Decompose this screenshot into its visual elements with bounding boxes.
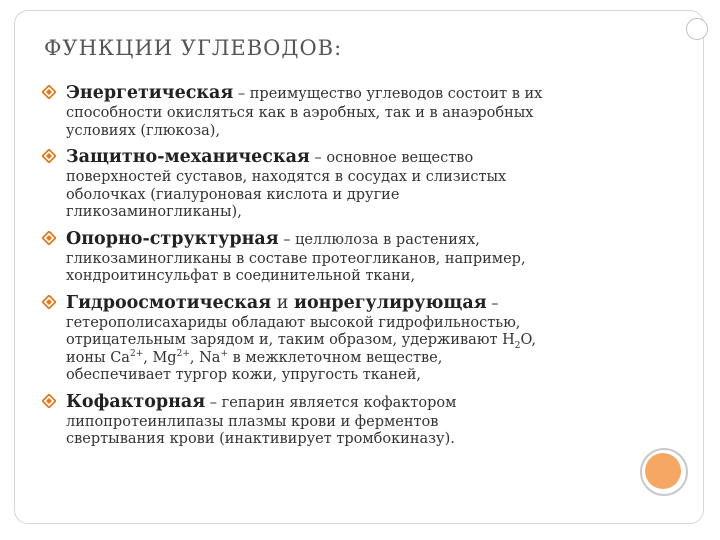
decorative-ring	[686, 18, 708, 40]
item-text: липопротеинлипазы плазмы крови и ферментов	[66, 413, 439, 430]
item-text: способности окисляться как в аэробных, так и в анаэробных	[66, 105, 534, 121]
list-item-hydroosmotic	[42, 292, 662, 385]
item-text: хондроитинсульфат в соединительной ткани,	[66, 268, 416, 284]
item-text: оболочках (гиалуроновая кислота и другие	[66, 186, 400, 203]
item-text: гетерополисахариды обладают высокой гидрофильностью,	[66, 314, 521, 331]
list-item-structural	[42, 228, 662, 286]
list-item-cofactor	[42, 391, 662, 449]
item-text: отрицательным зарядом и, таким образом, удерживают $H_2O$,	[66, 332, 537, 351]
item-text: свертывания крови (инактивирует тромбокиназу).	[66, 431, 455, 447]
list-item-protective	[42, 146, 662, 222]
item-heading: Энергетическая – преимущество углеводов состоит в их	[66, 83, 543, 103]
item-text: гликозаминогликаны),	[66, 204, 242, 220]
item-text: гликозаминогликаны в составе протеогликанов, например,	[66, 250, 526, 267]
item-text: условиях (глюкоза),	[66, 122, 221, 139]
item-text: ионы $Ca^{2+}$, $Mg^{2+}$, Na+ в межклеточном веществе,	[66, 348, 443, 366]
item-heading: Опорно-структурная – целлюлоза в растениях,	[66, 228, 480, 249]
diamond-bullet-icon	[42, 295, 56, 309]
item-text: обеспечивает тургор кожи, упругость тканей,	[66, 367, 421, 383]
item-text: поверхностей суставов, находятся в сосудах и слизистых	[66, 169, 507, 185]
diamond-bullet-icon	[42, 231, 56, 245]
diamond-bullet-icon	[42, 394, 56, 408]
decorative-orange-circle	[645, 453, 681, 489]
diamond-bullet-icon	[42, 149, 56, 163]
item-heading: Гидроосмотическая и ионрегулирующая –	[66, 292, 499, 313]
item-heading: Кофакторная – гепарин является кофактором	[66, 391, 457, 412]
diamond-bullet-icon	[42, 85, 56, 99]
page-title: ФУНКЦИИ УГЛЕВОДОВ:	[44, 36, 343, 60]
functions-list	[42, 82, 662, 455]
item-heading: Защитно-механическая – основное вещество	[66, 147, 474, 167]
list-item-energy	[42, 82, 662, 140]
